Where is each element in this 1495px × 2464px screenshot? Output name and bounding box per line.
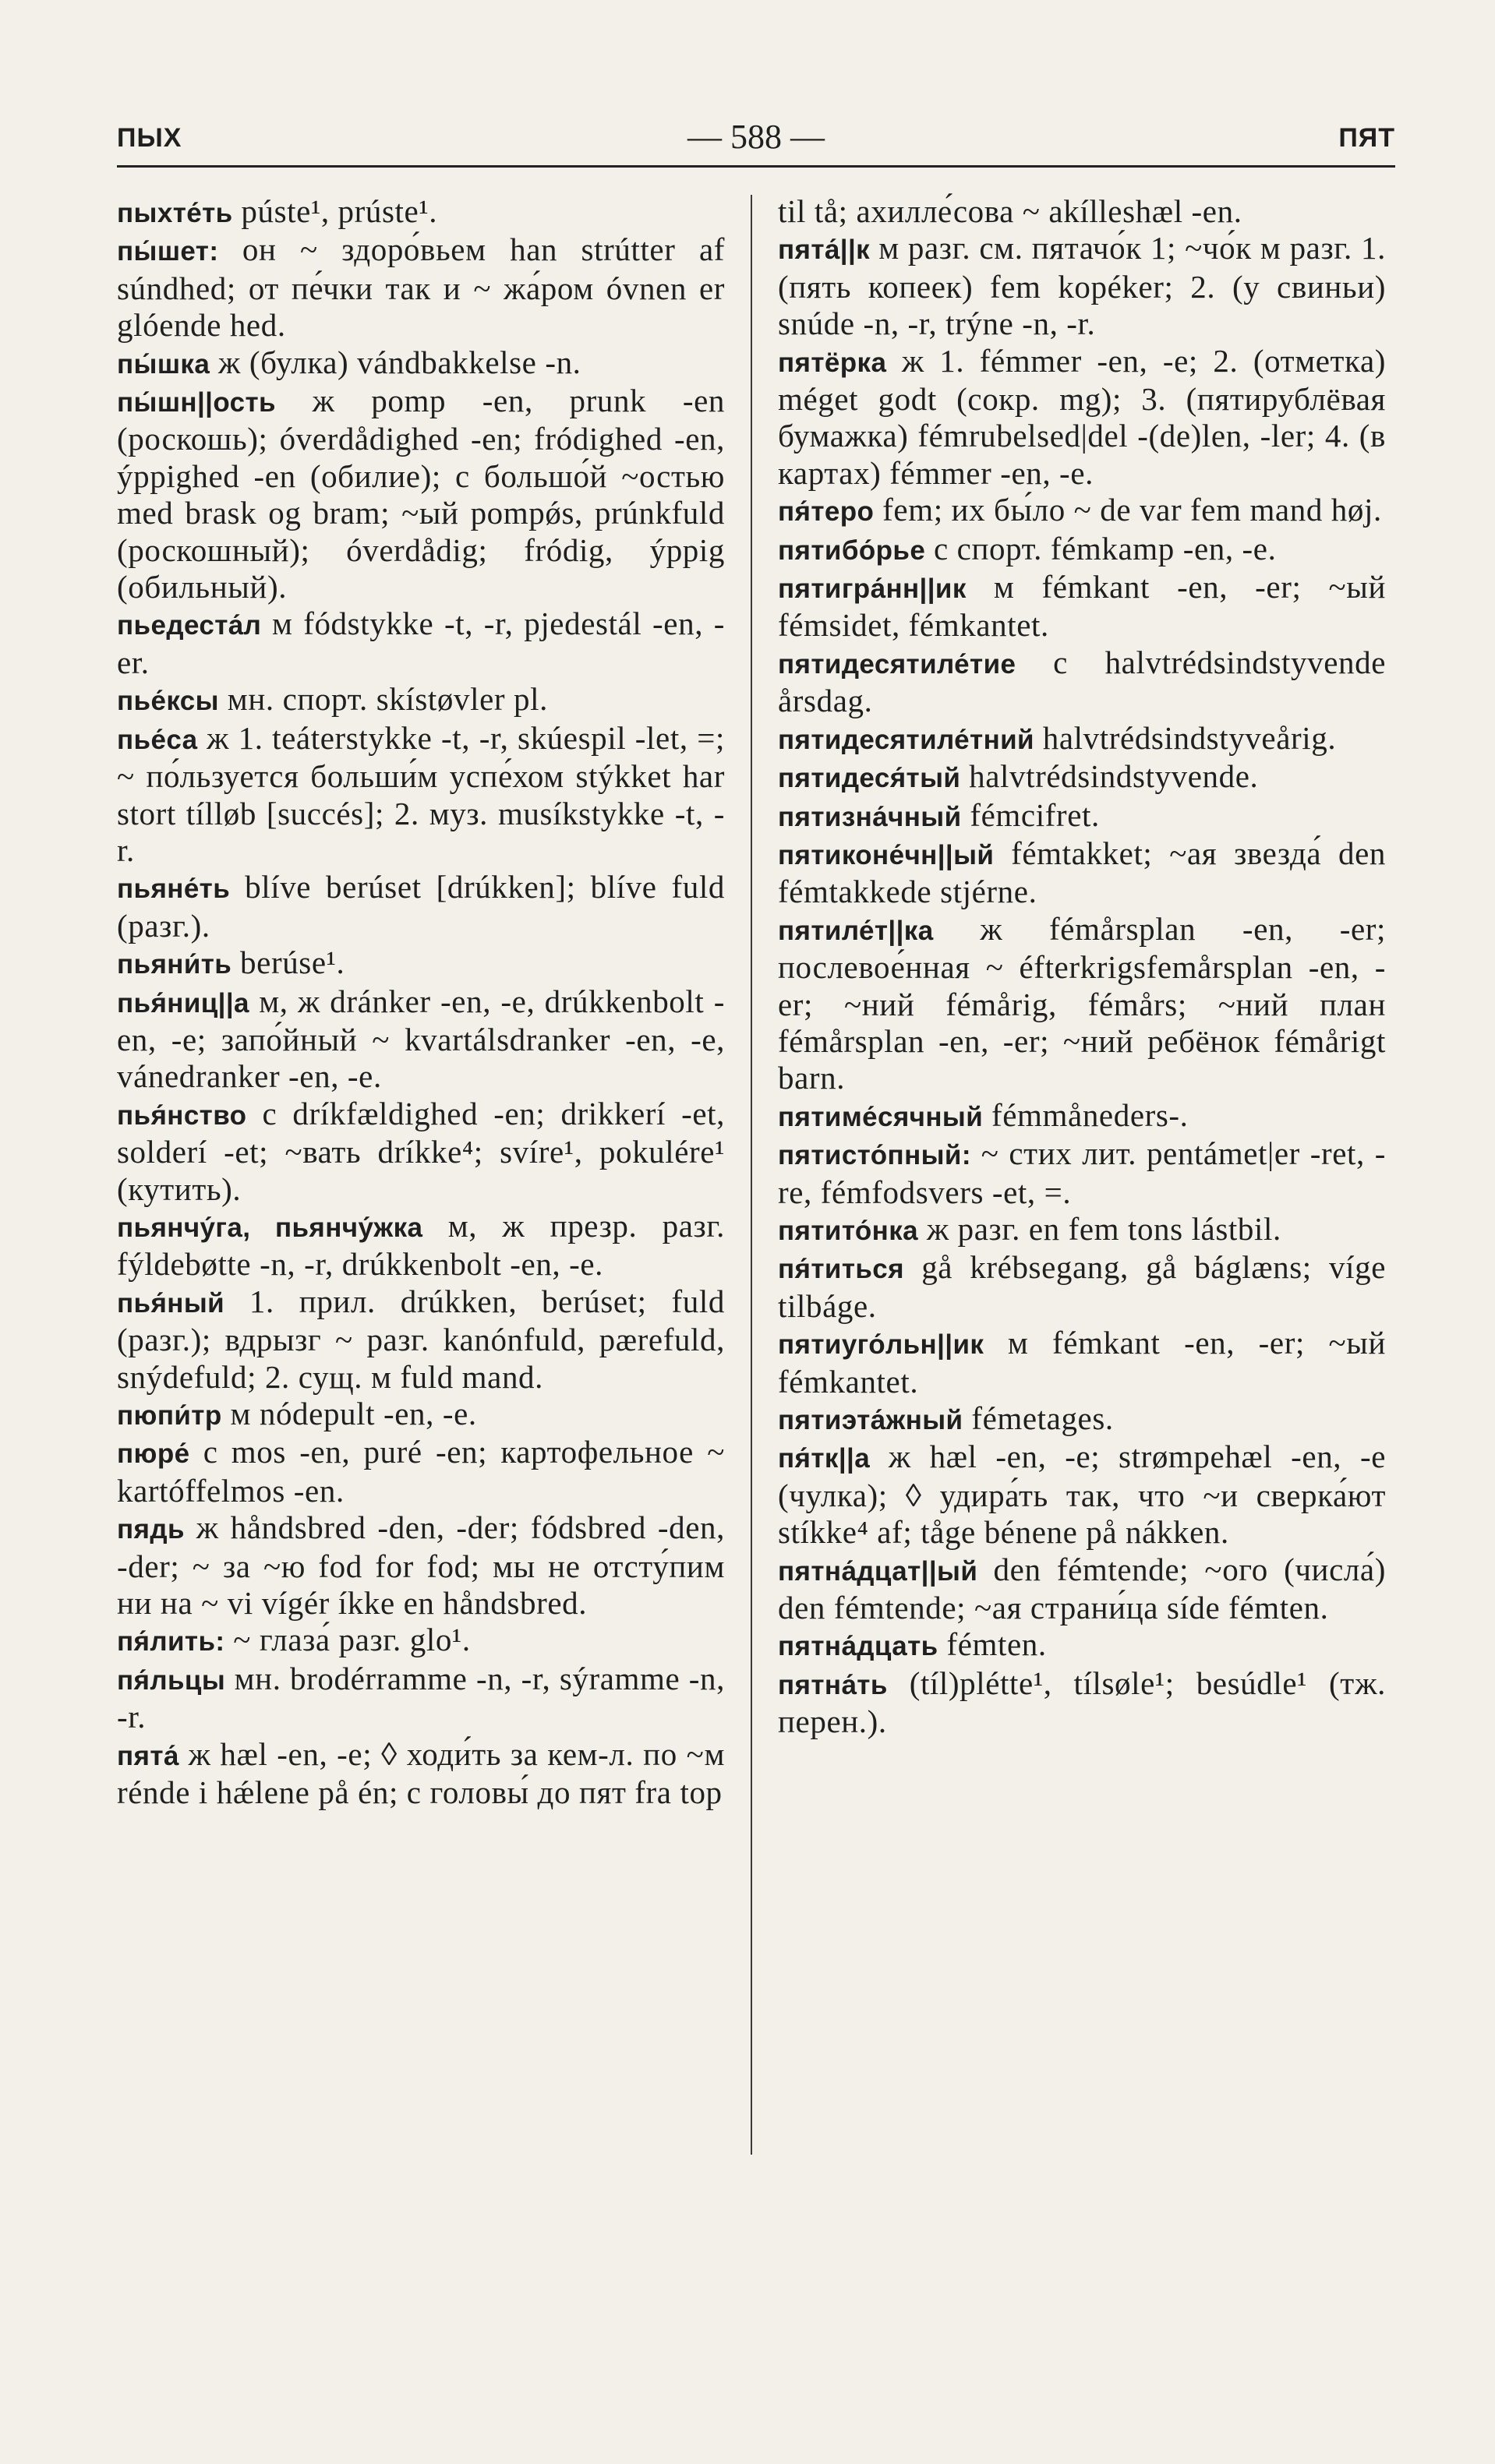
dictionary-entry	[117, 944, 725, 983]
dictionary-entry	[778, 1249, 1386, 1325]
entry-headword: пятиэта́жный	[778, 1405, 963, 1435]
dictionary-entry	[778, 1400, 1386, 1439]
dictionary-entry	[778, 1626, 1386, 1664]
entry-headword: пья́нство	[117, 1100, 247, 1131]
entry-definition: м fémkant -en, -er; ~ый fémsidet, fémkantet.	[778, 569, 1386, 644]
right-column	[778, 193, 1386, 1741]
dictionary-entry	[117, 1622, 725, 1660]
entry-headword: пятиконе́чн||ый	[778, 839, 995, 870]
page-header	[117, 117, 1395, 164]
entry-definition: м, ж dránker -en, -e, drúkkenbolt -en, -e; запо́йный ~ kvartálsdranker -en, -e, vánedranker -en, -e.	[117, 983, 725, 1095]
entry-definition: ж hæl -en, -e; strømpehæl -en, -e (чулка); ◊ удира́ть так, что ~и сверка́ют stíkke⁴ af; tåge bénene på nákken.	[778, 1439, 1386, 1551]
entry-definition: den fémtende; ~ого (числа́) den fémtende; ~ая страни́ца síde fémten.	[778, 1551, 1386, 1626]
entry-headword: пюре́	[117, 1439, 190, 1470]
entry-definition: blíve berúset [drúkken]; blíve fuld (разг.).	[117, 869, 725, 944]
entry-definition: (tíl)plétte¹, tílsøle¹; besúdle¹ (тж. перен.).	[778, 1664, 1386, 1740]
dictionary-entry	[778, 797, 1386, 835]
dictionary-entry	[117, 1434, 725, 1509]
entry-definition: 1. прил. drúkken, berúset; fuld (разг.); вдрызг ~ разг. kanónfuld, pærefuld, snýdefuld; 2. сущ. м fuld mand.	[117, 1283, 725, 1395]
entry-headword: пятиле́т||ка	[778, 915, 934, 946]
dictionary-entry	[117, 1661, 725, 1736]
entry-definition: fémtakket; ~ая звезда́ den fémtakkede stjérne.	[778, 835, 1386, 910]
entry-headword: пя́льцы	[117, 1664, 226, 1696]
entry-headword: пьянчу́га, пьянчу́жка	[117, 1212, 423, 1243]
dictionary-entry	[778, 531, 1386, 569]
entry-definition: ~ глаза́ разг. glo¹.	[224, 1622, 471, 1658]
dictionary-entry	[778, 758, 1386, 796]
header-rule	[117, 165, 1395, 168]
entry-definition: fem; их бы́ло ~ de var fem mand høj.	[874, 492, 1382, 528]
entry-definition: с halvtrédsindstyvende årsdag.	[778, 644, 1386, 719]
entry-headword: пье́са	[117, 724, 198, 755]
dictionary-entry	[778, 1211, 1386, 1249]
entry-definition: м fémkant -en, -er; ~ый fémkantet.	[778, 1325, 1386, 1400]
entry-headword: пятиуго́льн||ик	[778, 1329, 984, 1361]
entry-headword: пьяне́ть	[117, 874, 231, 905]
entry-headword: пы́шка	[117, 348, 210, 379]
entry-headword: пятёрка	[778, 347, 887, 378]
dictionary-entry	[117, 605, 725, 681]
dictionary-entry	[778, 230, 1386, 342]
entry-headword: пятиме́сячный	[778, 1101, 984, 1132]
entry-definition: ж 1. fémmer -en, -e; 2. (отметка) méget godt (сокр. mg); 3. (пятирублёвая бумажка) fémrubelsed|del -(de)len, -ler; 4. (в картах) fémmer -en, -e.	[778, 342, 1386, 491]
entry-definition: мн. спорт. skístøvler pl.	[218, 681, 548, 718]
entry-headword: пы́шет:	[117, 236, 219, 267]
dictionary-entry	[778, 1135, 1386, 1211]
entry-headword: пядь	[117, 1514, 185, 1545]
entry-definition: м, ж презр. разг. fýldebøtte -n, -r, drúkkenbolt -en, -e.	[117, 1207, 725, 1283]
dictionary-entry	[778, 193, 1386, 230]
entry-headword: пятна́ть	[778, 1669, 888, 1700]
entry-headword: пятибо́рье	[778, 535, 926, 566]
entry-headword: пята́	[117, 1740, 179, 1771]
entry-headword: пье́ксы	[117, 686, 219, 717]
entry-headword: пятидеся́тый	[778, 763, 961, 794]
entry-headword: пы́шн||ость	[117, 387, 276, 418]
entry-headword: пьедеста́л	[117, 610, 262, 641]
entry-headword: пя́тк||а	[778, 1443, 871, 1474]
entry-headword: пя́титься	[778, 1254, 904, 1285]
entry-definition: ж hæl -en, -e; ◊ ходи́ть за кем-л. по ~м rénde i hǽlene på én; с головы́ до пят fra top	[117, 1735, 725, 1811]
dictionary-entry	[117, 1396, 725, 1434]
entry-definition: он ~ здоро́вьем han strútter af súndhed; от пе́чки так и ~ жа́ром óvnen er glóende hed.	[117, 231, 725, 344]
entry-definition: til tå; ахилле́сова ~ akílleshæl -en.	[778, 193, 1242, 229]
entry-headword: пятна́дцать	[778, 1631, 938, 1662]
entry-definition: с спорт. fémkamp -en, -e.	[925, 530, 1277, 567]
dictionary-entry	[117, 681, 725, 719]
entry-headword: пя́лить:	[117, 1626, 225, 1657]
dictionary-entry	[117, 231, 725, 344]
dictionary-entry	[117, 983, 725, 1096]
entry-definition: púste¹, prúste¹.	[232, 193, 438, 229]
dictionary-entry	[117, 193, 725, 231]
entry-definition: ж разг. en fem tons lástbil.	[918, 1210, 1281, 1247]
dictionary-entry	[778, 720, 1386, 758]
entry-headword: пятидесятиле́тний	[778, 724, 1034, 755]
dictionary-entry	[117, 383, 725, 605]
entry-definition: halvtrédsindstyveårig.	[1034, 719, 1337, 756]
entry-definition: м nódepult -en, -e.	[221, 1396, 477, 1431]
entry-headword: пюпи́тр	[117, 1400, 222, 1431]
entry-definition: ~ стих лит. pentámet|er -ret, -re, fémfodsvers -et, =.	[778, 1135, 1386, 1210]
entry-definition: ж håndsbred -den, -der; fódsbred -den, -der; ~ за ~ю fod for fod; мы не отсту́пим ни на ~ vi vígér íkke en håndsbred.	[117, 1509, 725, 1622]
left-column	[117, 193, 725, 1811]
dictionary-entry	[778, 911, 1386, 1097]
column-divider	[751, 195, 752, 2155]
dictionary-entry	[778, 1551, 1386, 1627]
dictionary-entry	[117, 720, 725, 870]
entry-definition: м разг. см. пятачо́к 1; ~чо́к м разг. 1. (пять копеек) fem kopéker; 2. (у свиньи) snúde -n, -r, trýne -n, -r.	[778, 230, 1386, 342]
dictionary-entry	[778, 644, 1386, 720]
entry-definition: berúse¹.	[231, 944, 345, 981]
dictionary-entry	[117, 869, 725, 944]
entry-headword: пятито́нка	[778, 1215, 919, 1246]
header-right-guide-word: ПЯТ	[1338, 123, 1395, 153]
entry-headword: пятизна́чный	[778, 801, 962, 832]
entry-headword: пятидесятиле́тие	[778, 648, 1016, 680]
entry-headword: пятигра́нн||ик	[778, 574, 967, 605]
header-left-guide-word: ПЫХ	[117, 123, 182, 153]
entry-headword: пыхте́ть	[117, 198, 233, 228]
dictionary-entry	[778, 343, 1386, 492]
entry-definition: gå krébsegang, gå báglæns; víge tilbáge.	[778, 1249, 1386, 1324]
entry-definition: ж pomp -en, prunk -en (роскошь); óverdådighed -en; fródighed -en, ýppighed -en (обилие); с большо́й ~остью med brask og bram; ~ый pompǿs, prúnkfuld (роскошный); óverdådig; fródig, ýppig (обильный).	[117, 383, 725, 605]
dictionary-entry	[778, 835, 1386, 911]
entry-headword: пя́теро	[778, 496, 875, 528]
entry-definition: мн. brodérramme -n, -r, sýramme -n, -r.	[117, 1660, 725, 1735]
page-number: — 588 —	[687, 118, 825, 156]
dictionary-entry	[117, 1283, 725, 1396]
entry-headword: пья́ный	[117, 1287, 225, 1318]
entry-definition: fémmåneders-.	[983, 1096, 1189, 1133]
dictionary-entry	[117, 1208, 725, 1283]
dictionary-entry	[778, 1325, 1386, 1400]
dictionary-entry	[778, 569, 1386, 644]
entry-headword: пья́ниц||а	[117, 987, 249, 1018]
dictionary-entry	[117, 1509, 725, 1622]
entry-headword: пятна́дцат||ый	[778, 1555, 978, 1587]
entry-definition: ж fémårsplan -en, -er; послевое́нная ~ éfterkrigsfemårsplan -en, -er; ~ний fémårig, fémårs; ~ний план fémårsplan -en, -er; ~ний ребёнок fémårigt barn.	[778, 910, 1386, 1096]
dictionary-entry	[778, 1097, 1386, 1135]
entry-headword: пятисто́пный:	[778, 1140, 971, 1171]
dictionary-entry	[117, 1736, 725, 1812]
entry-definition: ж (булка) vándbakkelse -n.	[210, 344, 581, 380]
entry-definition: fémten.	[938, 1626, 1047, 1663]
entry-definition: fémetages.	[963, 1400, 1114, 1436]
entry-definition: fémcifret.	[961, 796, 1100, 833]
entry-definition: с dríkfældighed -en; drikkerí -et, solderí -et; ~вать dríkke⁴; svíre¹, pokulére¹ (кутить).	[117, 1095, 725, 1207]
dictionary-entry	[778, 1665, 1386, 1741]
entry-headword: пьяни́ть	[117, 949, 232, 980]
dictionary-entry	[117, 344, 725, 383]
dictionary-entry	[778, 492, 1386, 530]
entry-definition: halvtrédsindstyvende.	[960, 758, 1259, 795]
entry-definition: м fódstykke -t, -r, pjedestál -en, -er.	[117, 605, 725, 680]
dictionary-entry	[778, 1439, 1386, 1551]
entry-headword: пята́||к	[778, 235, 871, 266]
entry-definition: с mos -en, puré -en; картофельное ~ kartóffelmos -en.	[117, 1434, 725, 1509]
entry-definition: ж 1. teáterstykke -t, -r, skúespil -let, =; ~ по́льзуется больши́м успе́хом stýkket har stort tílløb [succés]; 2. муз. musíkstykke -t, -r.	[117, 719, 725, 868]
dictionary-entry	[117, 1096, 725, 1208]
